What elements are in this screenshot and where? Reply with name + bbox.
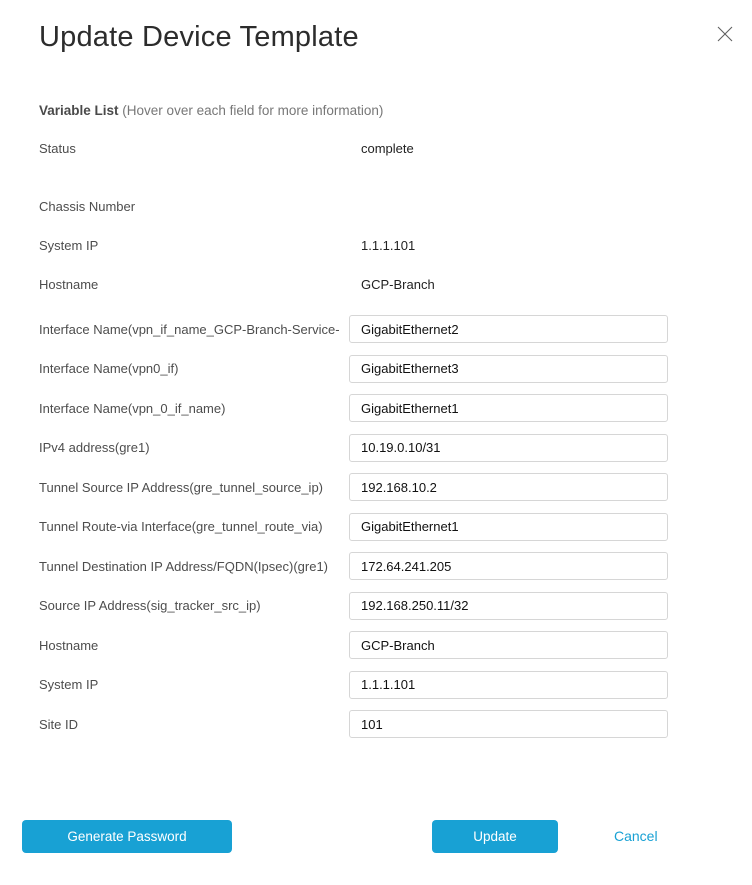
field-row <box>39 631 752 659</box>
update-device-template-dialog <box>0 20 752 885</box>
dialog-footer <box>0 820 752 853</box>
variable-list-title: Variable List <box>39 103 119 118</box>
field-label: Source IP Address(sig_tracker_src_ip) <box>39 598 261 613</box>
field-label: System IP <box>39 677 99 692</box>
field-input[interactable] <box>349 355 668 383</box>
field-label: Status <box>39 140 76 156</box>
field-row <box>39 552 752 580</box>
field-input[interactable] <box>349 710 668 738</box>
field-row <box>39 710 752 738</box>
field-row <box>39 592 752 620</box>
field-label: Site ID <box>39 716 79 732</box>
field-input[interactable] <box>349 315 668 343</box>
field-value: GCP-Branch <box>361 276 435 292</box>
variable-list <box>39 140 752 738</box>
cancel-button[interactable]: Cancel <box>614 828 658 844</box>
field-value: complete <box>361 140 414 156</box>
field-label: Tunnel Route-via Interface(gre_tunnel_route_via) <box>39 519 323 534</box>
field-label: Interface Name(vpn_0_if_name) <box>39 400 226 416</box>
field-label: Interface Name(vpn_if_name_GCP-Branch-Service- <box>39 321 340 337</box>
field-input[interactable] <box>349 592 668 620</box>
field-value: 1.1.1.101 <box>361 237 416 253</box>
field-label: Hostname <box>39 637 99 653</box>
field-label: Tunnel Destination IP Address/FQDN(Ipsec)(gre1) <box>39 558 329 574</box>
field-row <box>39 315 752 343</box>
dialog-title: Update Device Template <box>39 21 359 53</box>
generate-password-button[interactable]: Generate Password <box>22 820 232 853</box>
field-row <box>39 198 752 214</box>
field-label: Hostname <box>39 276 99 292</box>
field-row <box>39 237 752 253</box>
field-label: Tunnel Source IP Address(gre_tunnel_source_ip) <box>39 479 324 495</box>
field-row <box>39 355 752 383</box>
field-row <box>39 671 752 699</box>
field-input[interactable] <box>349 552 668 580</box>
variable-list-hint: (Hover over each field for more information) <box>118 103 384 118</box>
variable-list-header <box>39 103 752 119</box>
field-row <box>39 140 752 156</box>
field-input[interactable] <box>349 473 668 501</box>
field-label: System IP <box>39 237 99 253</box>
field-row <box>39 513 752 541</box>
field-input[interactable] <box>349 394 668 422</box>
field-input[interactable] <box>349 513 668 541</box>
field-input[interactable] <box>349 434 668 462</box>
field-row <box>39 434 752 462</box>
field-label: IPv4 address(gre1) <box>39 440 150 455</box>
field-input[interactable] <box>349 671 668 699</box>
field-row <box>39 394 752 422</box>
field-row <box>39 473 752 501</box>
field-row <box>39 276 752 292</box>
field-input[interactable] <box>349 631 668 659</box>
field-label: Interface Name(vpn0_if) <box>39 361 179 376</box>
field-label: Chassis Number <box>39 198 136 214</box>
close-icon[interactable] <box>716 25 734 43</box>
update-button[interactable]: Update <box>432 820 558 853</box>
